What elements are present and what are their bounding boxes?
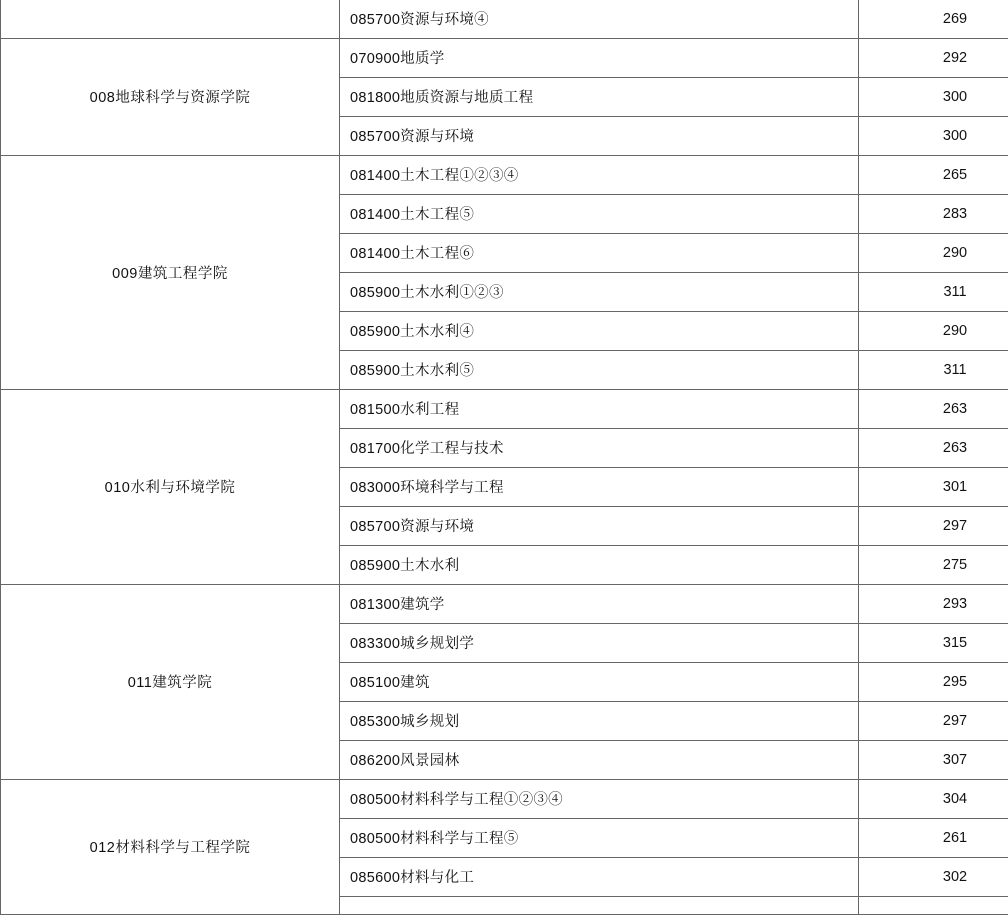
college-cell: 010水利与环境学院 — [1, 389, 340, 584]
major-cell: 085300城乡规划 — [340, 701, 859, 740]
score-cell: 297 — [859, 701, 1008, 740]
major-cell: 083000环境科学与工程 — [340, 467, 859, 506]
college-cell: 009建筑工程学院 — [1, 155, 340, 389]
college-cell: 012材料科学与工程学院 — [1, 779, 340, 914]
score-cell: 290 — [859, 311, 1008, 350]
score-cell: 311 — [859, 272, 1008, 311]
major-cell: 070900地质学 — [340, 38, 859, 77]
score-cell: 292 — [859, 38, 1008, 77]
score-cell: 304 — [859, 779, 1008, 818]
major-cell: 081400土木工程①②③④ — [340, 155, 859, 194]
major-cell: 085700资源与环境 — [340, 116, 859, 155]
score-cell: 302 — [859, 857, 1008, 896]
table-row — [1, 584, 1008, 623]
table-row — [1, 155, 1008, 194]
major-cell: 085600材料与化工 — [340, 857, 859, 896]
table-row — [1, 779, 1008, 818]
score-cell: 315 — [859, 623, 1008, 662]
score-cell: 263 — [859, 389, 1008, 428]
major-cell: 081400土木工程⑤ — [340, 194, 859, 233]
college-cell: 011建筑学院 — [1, 584, 340, 779]
score-cell: 283 — [859, 194, 1008, 233]
score-cell: 295 — [859, 662, 1008, 701]
score-cell: 265 — [859, 155, 1008, 194]
major-cell: 080500材料科学与工程①②③④ — [340, 779, 859, 818]
major-cell: 081700化学工程与技术 — [340, 428, 859, 467]
major-cell: 085900土木水利⑤ — [340, 350, 859, 389]
table-row — [1, 38, 1008, 77]
college-cell: 008地球科学与资源学院 — [1, 38, 340, 155]
major-cell: 085100建筑 — [340, 662, 859, 701]
college-cell — [1, 0, 340, 38]
score-cell: 263 — [859, 428, 1008, 467]
score-cell — [859, 896, 1008, 914]
table-row — [1, 0, 1008, 38]
score-cell: 275 — [859, 545, 1008, 584]
score-cell: 301 — [859, 467, 1008, 506]
major-cell: 081500水利工程 — [340, 389, 859, 428]
score-cell: 300 — [859, 77, 1008, 116]
major-cell: 085700资源与环境 — [340, 506, 859, 545]
major-cell: 083300城乡规划学 — [340, 623, 859, 662]
major-cell: 081800地质资源与地质工程 — [340, 77, 859, 116]
score-cell: 261 — [859, 818, 1008, 857]
score-cell: 297 — [859, 506, 1008, 545]
table-row — [1, 389, 1008, 428]
score-cell: 311 — [859, 350, 1008, 389]
score-cell: 293 — [859, 584, 1008, 623]
major-cell: 081300建筑学 — [340, 584, 859, 623]
major-cell: 086200风景园林 — [340, 740, 859, 779]
major-cell: 085900土木水利①②③ — [340, 272, 859, 311]
score-cell: 307 — [859, 740, 1008, 779]
score-cell: 290 — [859, 233, 1008, 272]
major-cell: 085900土木水利④ — [340, 311, 859, 350]
major-cell: 081400土木工程⑥ — [340, 233, 859, 272]
major-cell — [340, 896, 859, 914]
score-line-table-body — [1, 0, 1008, 914]
major-cell: 085900土木水利 — [340, 545, 859, 584]
major-cell: 080500材料科学与工程⑤ — [340, 818, 859, 857]
score-cell: 300 — [859, 116, 1008, 155]
major-cell: 085700资源与环境④ — [340, 0, 859, 38]
score-cell: 269 — [859, 0, 1008, 38]
